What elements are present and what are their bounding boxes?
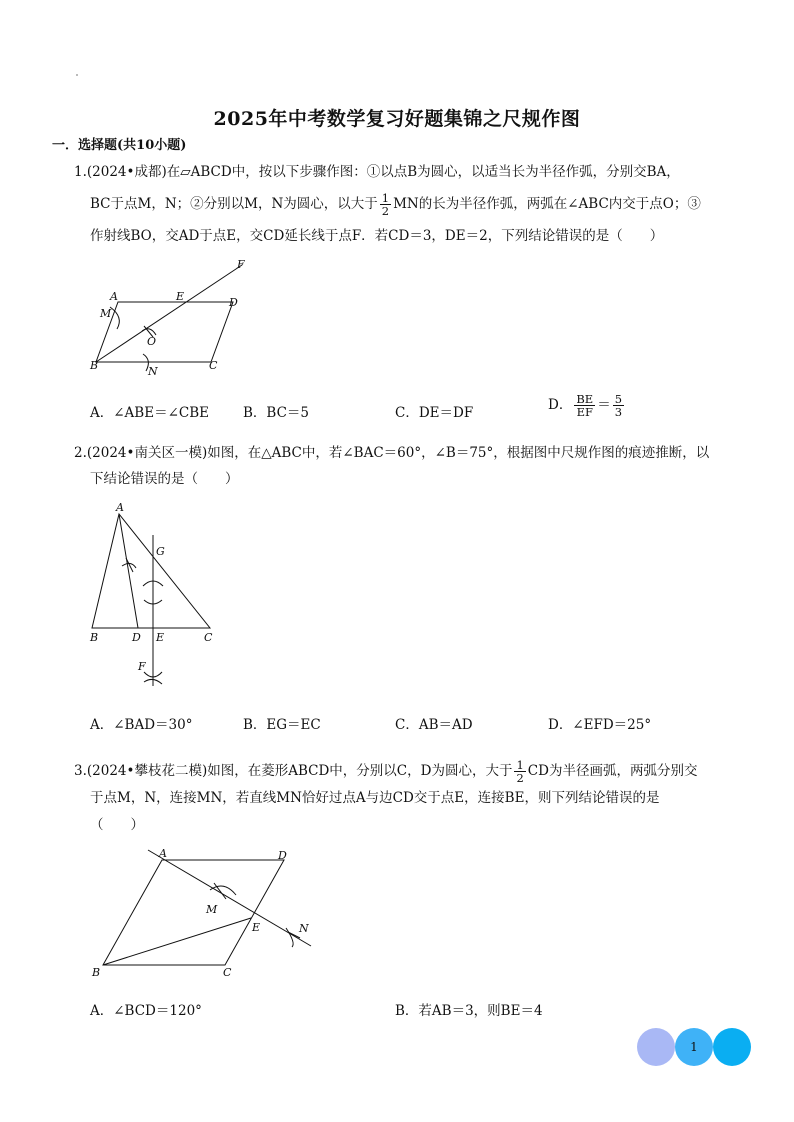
q3-fraction — [514, 759, 525, 784]
q1-option-d-frac — [574, 393, 595, 418]
header-mark — [76, 74, 78, 76]
q1-option-d-eq: ＝ — [597, 397, 611, 414]
q3-option-a: A．∠BCD＝120° — [90, 1003, 202, 1019]
q1-parallelogram — [96, 302, 233, 362]
q1-label-a: A — [110, 290, 118, 303]
q3-arc-m2 — [214, 883, 226, 899]
q1-line-2 — [90, 192, 701, 217]
q1-option-b: B．BC＝5 — [243, 405, 310, 421]
q1-option-d-prefix: D． — [548, 397, 573, 414]
q3-line-3: （ ） — [90, 817, 144, 833]
q1-label-c: C — [209, 359, 218, 372]
q2-label-d: D — [132, 631, 141, 644]
q1-option-d-den: EF — [576, 405, 593, 420]
q2-label-f: F — [138, 660, 146, 673]
q1-label-b: B — [90, 359, 99, 372]
q2-line-2: 下结论错误的是（ ） — [90, 471, 239, 487]
q1-label-m: M — [100, 307, 112, 320]
q2-label-e: E — [156, 631, 165, 644]
q2-label-a: A — [116, 501, 124, 514]
q1-label-o: O — [147, 335, 157, 348]
q1-line-3: 作射线BO，交AD于点E，交CD延长线于点F．若CD＝3，DE＝2，下列结论错误的是（ ） — [90, 228, 664, 244]
q1-label-d: D — [229, 296, 238, 309]
q3-line-1-text-b: CD为半径画弧，两弧分别交 — [527, 763, 698, 780]
q1-option-d-vden: 3 — [614, 405, 623, 420]
q2-bisector-ad — [119, 514, 138, 628]
q1-option-a: A．∠ABE＝∠CBE — [90, 405, 210, 421]
q2-label-c: C — [204, 631, 213, 644]
q3-label-n: N — [299, 922, 309, 935]
q1-option-d-num: BE — [576, 392, 594, 406]
q3-frac-den: 2 — [516, 771, 524, 786]
q1-option-d-vnum: 5 — [614, 392, 623, 406]
q1-line-2-text-a: BC于点M，N；②分别以M，N为圆心，以大于 — [90, 196, 378, 213]
page-dot-left — [637, 1028, 675, 1066]
q3-rhombus — [103, 860, 284, 965]
q3-line-2: 于点M，N，连接MN，若直线MN恰好过点A与边CD交于点E，连接BE，则下列结论错误的是 — [90, 790, 660, 806]
q1-label-f: F — [237, 258, 245, 271]
q1-frac-num: 1 — [381, 191, 390, 205]
page-number: 1 — [690, 1040, 698, 1054]
q1-ray-bf — [96, 265, 242, 362]
q1-label-e: E — [176, 290, 185, 303]
q3-line-mn — [148, 850, 311, 946]
q3-label-a: A — [159, 847, 167, 860]
q2-option-d: D．∠EFD＝25° — [548, 717, 652, 733]
q3-figure — [86, 843, 316, 983]
q1-line-1: 1.(2024•成都)在▱ABCD中，按以下步骤作图：①以点B为圆心，以适当长为半径作弧，分别交BA， — [74, 164, 680, 180]
q3-label-m: M — [206, 903, 218, 916]
q3-option-b: B．若AB＝3，则BE＝4 — [395, 1003, 543, 1019]
q1-line-2-text-b: MN的长为半径作弧，两弧在∠ABC内交于点O；③ — [393, 196, 701, 213]
q2-option-b: B．EG＝EC — [243, 717, 321, 733]
page-title: 2025年中考数学复习好题集锦之尺规作图 — [213, 108, 581, 130]
q1-option-d — [548, 393, 626, 418]
q3-line-1-text-a: 3.(2024•攀枝花二模)如图，在菱形ABCD中，分别以C，D为圆心，大于 — [74, 763, 513, 780]
q1-figure — [86, 255, 256, 380]
q1-option-d-value — [613, 393, 624, 418]
page-dot-right — [713, 1028, 751, 1066]
q1-frac-den: 2 — [381, 204, 390, 219]
q2-option-c: C．AB＝AD — [395, 717, 473, 733]
q2-label-g: G — [156, 545, 165, 558]
q3-label-e: E — [252, 921, 261, 934]
q2-figure — [86, 500, 226, 696]
q1-fraction — [380, 192, 391, 217]
q2-option-a: A．∠BAD＝30° — [90, 717, 193, 733]
q1-option-c: C．DE＝DF — [395, 405, 474, 421]
q3-frac-num: 1 — [516, 758, 524, 772]
q3-label-b: B — [92, 966, 101, 979]
q3-arc-n1 — [286, 928, 293, 947]
q1-label-n: N — [148, 365, 158, 378]
q2-triangle — [92, 514, 210, 628]
q3-label-d: D — [278, 849, 287, 862]
section-heading: 一．选择题(共10小题) — [52, 138, 187, 153]
q3-label-c: C — [223, 966, 232, 979]
q3-line-1 — [74, 759, 697, 784]
q1-arc-m — [110, 307, 119, 329]
q2-label-b: B — [90, 631, 99, 644]
q2-line-1: 2.(2024•南关区一模)如图，在△ABC中，若∠BAC＝60°，∠B＝75°，根据图中尺规作图的痕迹推断，以 — [74, 445, 710, 461]
